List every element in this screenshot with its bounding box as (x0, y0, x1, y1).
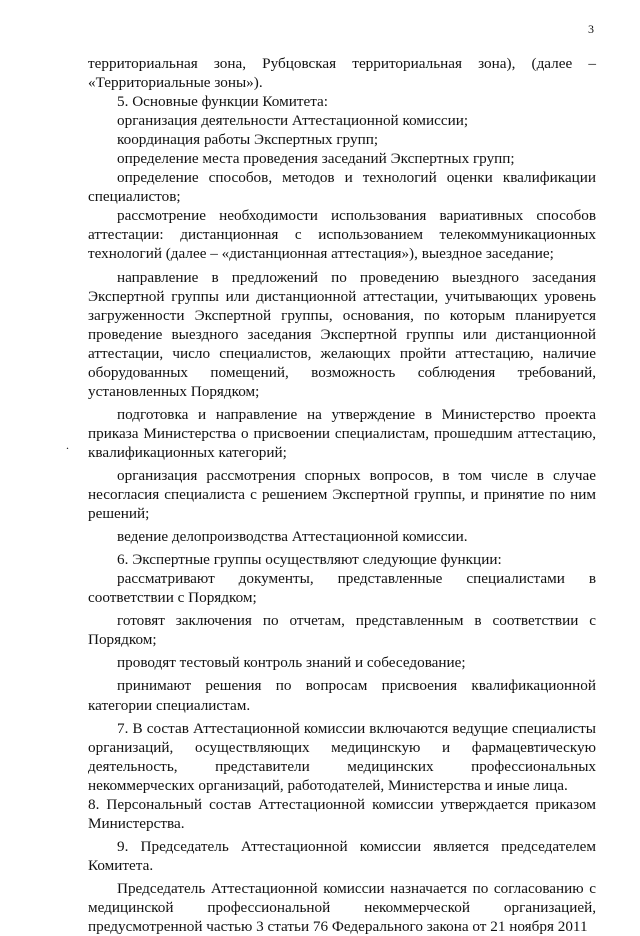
paragraph-2: 5. Основные функции Комитета: (117, 93, 328, 111)
paragraph-12: 6. Экспертные группы осуществляют следующие функции: (117, 551, 502, 569)
paragraph-14: готовят заключения по отчетам, представленным в соответствии с Порядком; (88, 612, 596, 649)
paragraph-19: 9. Председатель Аттестационной комиссии является председателем Комитета. (88, 837, 596, 874)
document-body (88, 54, 596, 936)
paragraph-13: рассматривают документы, представленные специалистами в соответствии с Порядком; (88, 570, 596, 607)
paragraph-10: организация рассмотрения спорных вопросов, в том числе в случае несогласия специалиста с решением Экспертной группы, и принятие по ним решений; (88, 466, 596, 523)
paragraph-11: ведение делопроизводства Аттестационной комиссии. (117, 528, 468, 546)
paragraph-15: проводят тестовый контроль знаний и собеседование; (117, 654, 466, 672)
paragraph-4: координация работы Экспертных групп; (117, 131, 379, 149)
paragraph-7: рассмотрение необходимости использования вариативных способов аттестации: дистанционная с использованием телекоммуникационных технологий (далее – «дистанционная аттестация»), выездное заседание; (88, 207, 596, 263)
paragraph-18: 8. Персональный состав Аттестационной комиссии утверждается приказом Министерства. (88, 795, 596, 832)
paragraph-1: территориальная зона, Рубцовская территориальная зона), (далее – «Территориальные зоны»). (88, 55, 596, 92)
paragraph-5: определение места проведения заседаний Экспертных групп; (117, 150, 515, 168)
margin-mark: . (66, 438, 69, 452)
paragraph-6: определение способов, методов и технологий оценки квалификации специалистов; (88, 169, 596, 206)
paragraph-8: направление в предложений по проведению выездного заседания Экспертной группы или дистанционной аттестации, учитывающих уровень загруженности Экспертной группы, основания, по которым планируется проведение выездного заседания Экспертной группы или дистанционной аттестации, число специалистов, желающих пройти аттестацию, наличие оборудованных помещений, возможность соблюдения требований, установленных Порядком; (88, 268, 596, 400)
page-number: 3 (588, 22, 594, 36)
paragraph-17: 7. В состав Аттестационной комиссии включаются ведущие специалисты организаций, осуществляющих медицинскую и фармацевтическую деятельность, представители медицинских профессиональных некоммерческих организаций, работодателей, Министерства и иные лица. (88, 719, 596, 794)
paragraph-20: Председатель Аттестационной комиссии назначается по согласованию с медицинской профессиональной некоммерческой организацией, предусмотренной частью 3 статьи 76 Федерального закона от 21 ноября 2011 (88, 879, 596, 936)
paragraph-3: организация деятельности Аттестационной комиссии; (117, 112, 469, 130)
paragraph-9: подготовка и направление на утверждение в Министерство проекта приказа Министерства о присвоении специалистам, прошедшим аттестацию, квалификационных категорий; (88, 405, 596, 461)
paragraph-16: принимают решения по вопросам присвоения квалификационной категории специалистам. (88, 677, 596, 714)
